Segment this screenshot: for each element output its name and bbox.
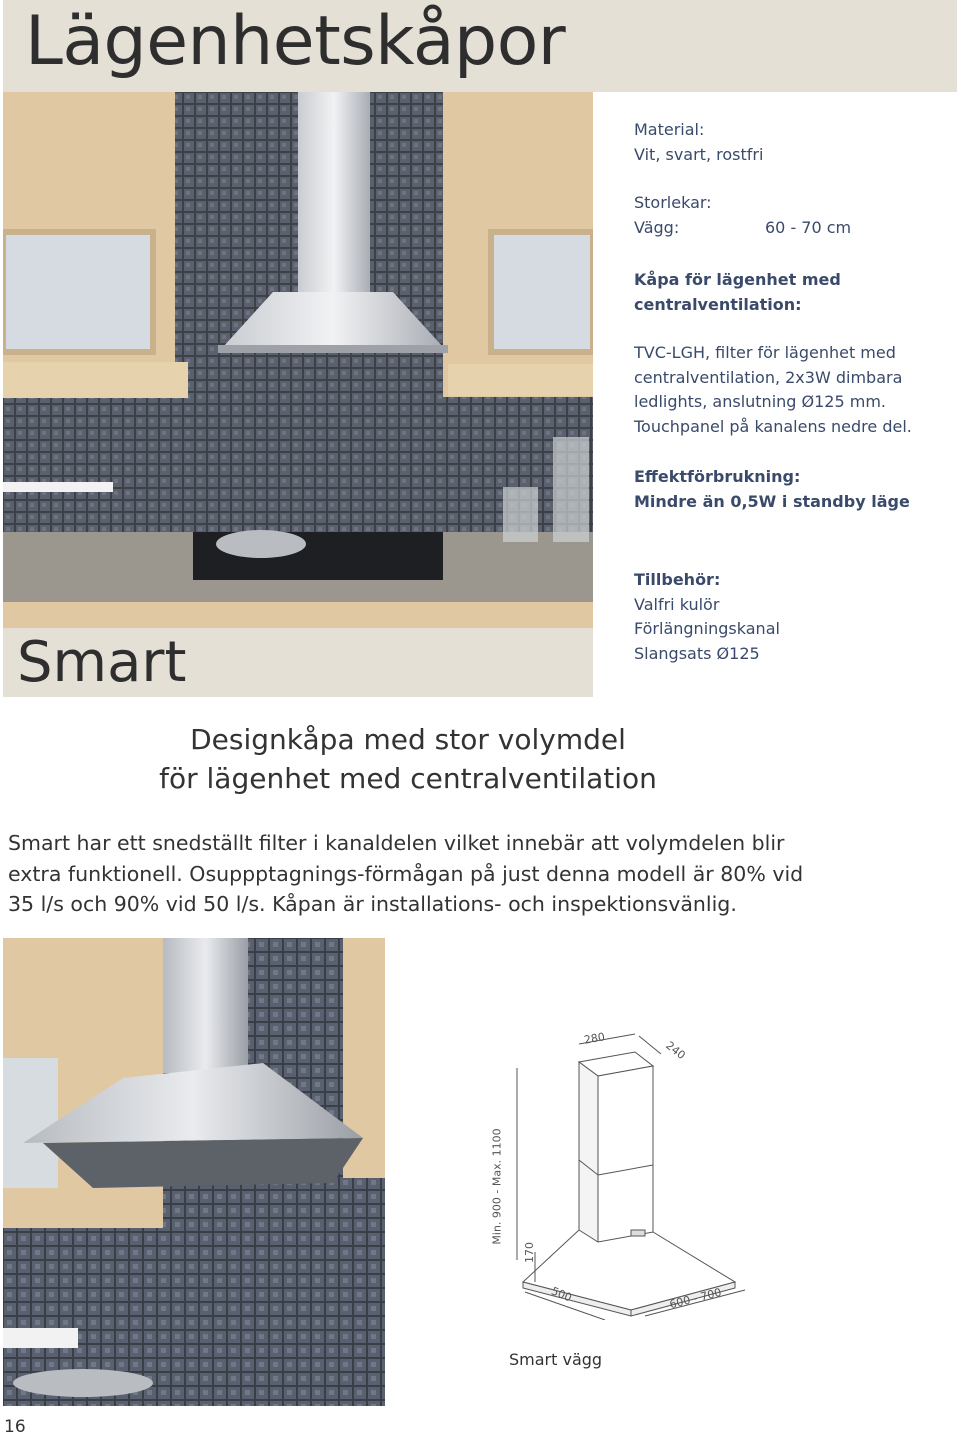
kitchen-photo-main	[3, 92, 593, 697]
power-label: Effektförbrukning:	[634, 467, 801, 486]
sizes-label: Storlekar:	[634, 193, 712, 212]
wall-value: 60 - 70 cm	[765, 217, 852, 237]
header-band	[3, 0, 957, 92]
body-line1: Smart har ett snedställt filter i kanaldelen vilket innebär att volymdelen blir	[8, 831, 785, 855]
wall-size-row	[634, 216, 954, 241]
accessory-item: Slangsats Ø125	[634, 643, 760, 663]
power-value: Mindre än 0,5W i standby läge	[634, 491, 910, 511]
hood-heading-line1: Kåpa för lägenhet med	[634, 270, 841, 289]
desc-line4: Touchpanel på kanalens nedre del.	[634, 416, 912, 436]
material-label: Material:	[634, 120, 705, 139]
dim-base-width: 600 - 700	[668, 1285, 723, 1312]
product-name-band	[3, 628, 593, 697]
dim-top-width: 280	[583, 1030, 606, 1047]
product-subtitle	[0, 720, 816, 798]
dim-base-depth: 500	[549, 1284, 574, 1305]
dim-top-depth: 240	[663, 1038, 688, 1063]
page-number: 16	[4, 1417, 26, 1437]
page-title: Lägenhetskåpor	[25, 2, 566, 81]
desc-line1: TVC-LGH, filter för lägenhet med	[634, 343, 896, 362]
accessory-item: Valfri kulör	[634, 594, 720, 614]
desc-line3: ledlights, anslutning Ø125 mm.	[634, 392, 886, 411]
body-line3: 35 l/s och 90% vid 50 l/s. Kåpan är installations- och inspektionsvänlig.	[8, 892, 737, 916]
accessories-label: Tillbehör:	[634, 570, 721, 589]
wall-label: Vägg:	[634, 217, 680, 237]
spec-panel	[634, 118, 954, 666]
body-line2: extra funktionell. Osuppptagnings-förmågan på just denna modell är 80% vid	[8, 861, 804, 886]
product-description	[8, 828, 828, 920]
desc-line2: centralventilation, 2x3W dimbara	[634, 367, 903, 387]
subtitle-line1: Designkåpa med stor volymdel	[190, 723, 626, 756]
dim-total-height: Min. 900 - Max. 1100	[490, 1128, 504, 1245]
kitchen-photo-detail	[3, 938, 385, 1406]
subtitle-line2: för lägenhet med centralventilation	[159, 762, 657, 795]
hood-heading-line2: centralventilation:	[634, 294, 802, 314]
dim-hood-height: 170	[523, 1242, 536, 1263]
diagram-caption: Smart vägg	[509, 1350, 603, 1369]
accessory-item: Förlängningskanal	[634, 619, 780, 638]
product-name: Smart	[17, 630, 187, 695]
dimension-drawing	[490, 1020, 785, 1320]
material-value: Vit, svart, rostfri	[634, 144, 764, 164]
